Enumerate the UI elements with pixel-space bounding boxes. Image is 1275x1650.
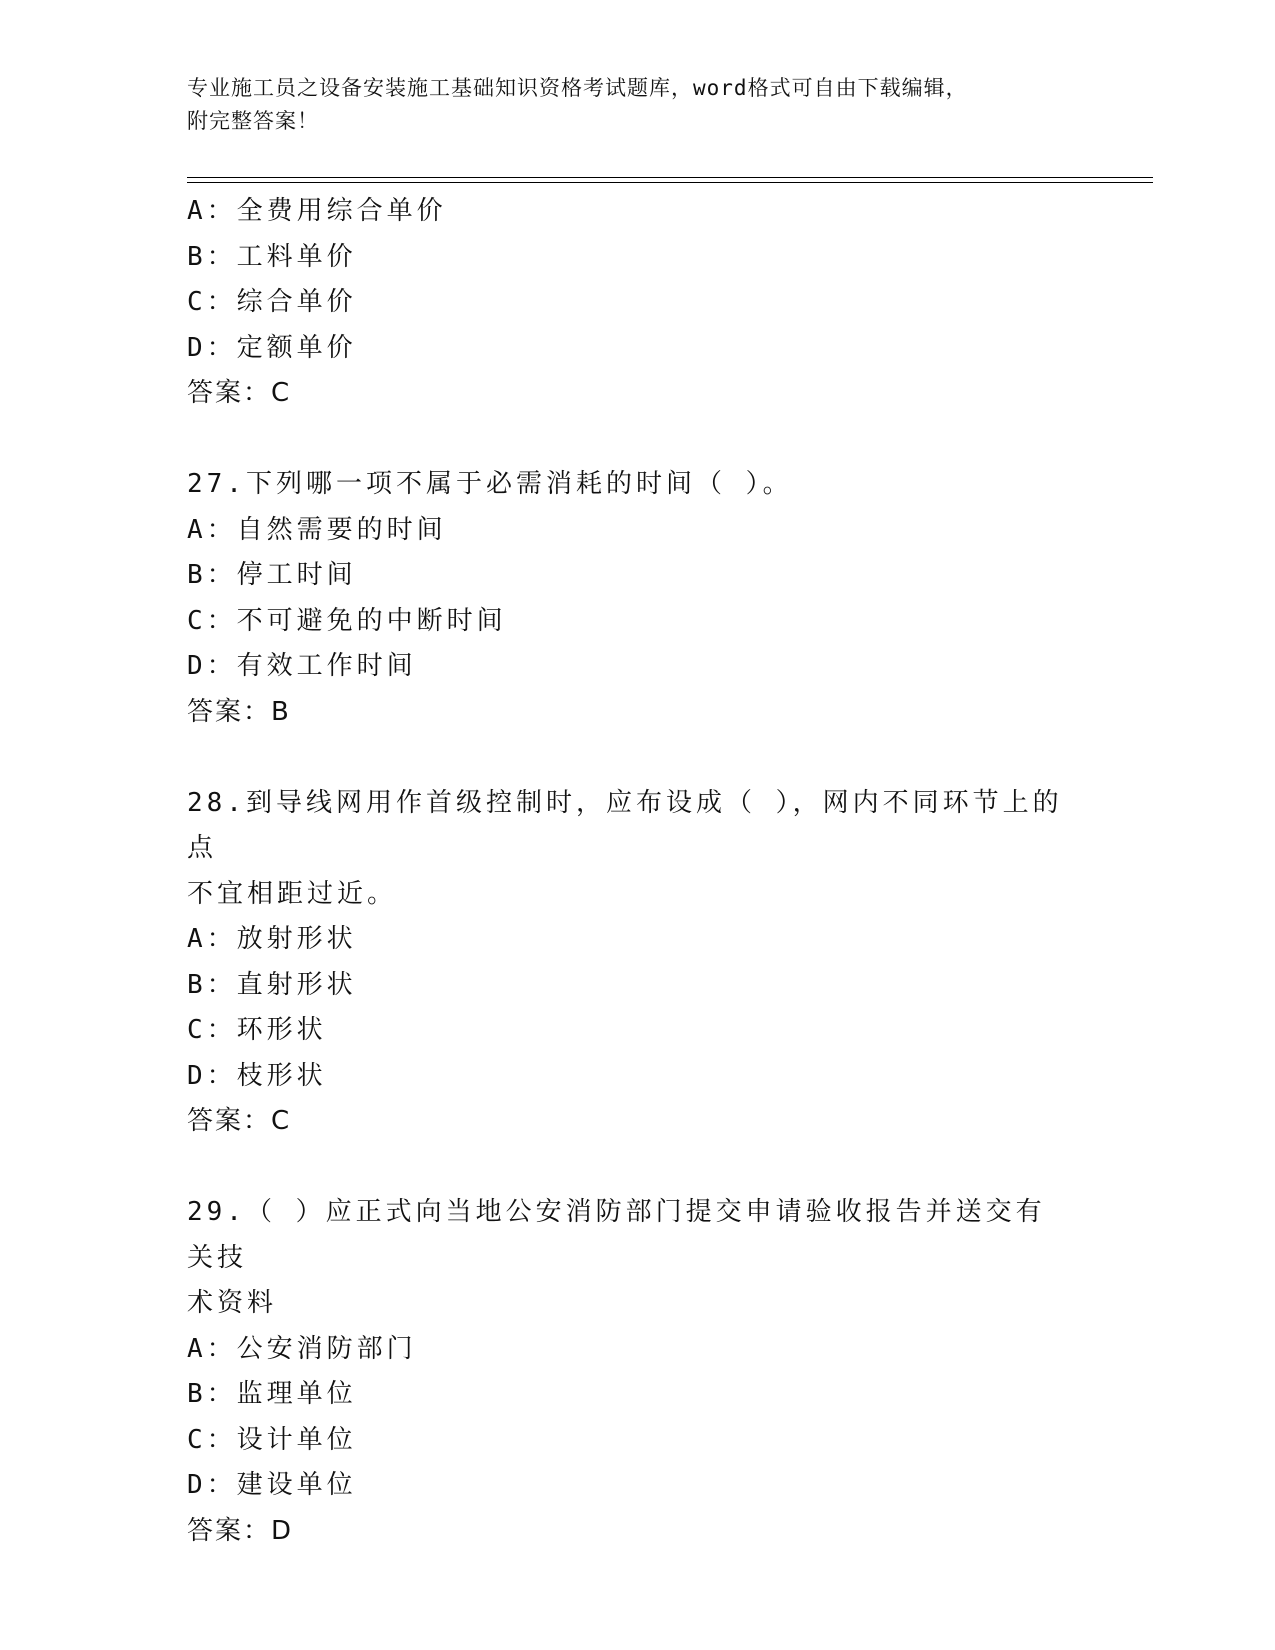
spacer [187,1145,1067,1191]
option-d: D：有效工作时间 [187,651,417,681]
question-26 [187,189,1067,417]
document-header [187,72,1067,138]
question-stem-line: 术资料 [187,1288,278,1318]
option-b: B：工料单价 [187,241,357,272]
header-line-2: 附完整答案！ [187,109,319,133]
answer: 答案：B [187,696,291,727]
option-a: A：全费用综合单价 [187,196,447,226]
option-c: C：设计单位 [187,1424,357,1455]
question-list [187,189,1067,1554]
option-a: A：公安消防部门 [187,1333,417,1364]
option-c: C：不可避免的中断时间 [187,605,507,636]
option-d: D：定额单价 [187,332,357,363]
option-b: B：直射形状 [187,969,357,1000]
answer: 答案：C [187,1106,292,1136]
question-28 [187,781,1067,1145]
header-line-1: 专业施工员之设备安装施工基础知识资格考试题库，word格式可自由下载编辑， [187,76,968,100]
header-rule-top [187,177,1153,178]
question-29 [187,1190,1067,1554]
answer: 答案：D [187,1515,294,1546]
header-rule-bottom [187,182,1153,183]
answer: 答案：C [187,378,292,408]
option-c: C：环形状 [187,1015,327,1045]
question-stem-line: 27.下列哪一项不属于必需消耗的时间（ ）。 [187,469,793,499]
question-27 [187,462,1067,735]
option-a: A：放射形状 [187,924,357,954]
option-c: C：综合单价 [187,287,357,317]
option-d: D：枝形状 [187,1060,327,1091]
question-stem-line: 不宜相距过近。 [187,878,398,909]
option-b: B：监理单位 [187,1379,357,1409]
option-d: D：建设单位 [187,1470,357,1500]
spacer [187,735,1067,781]
question-stem-line: 29.（ ）应正式向当地公安消防部门提交申请验收报告并送交有关技 [187,1197,1046,1273]
question-stem-line: 28.到导线网用作首级控制时，应布设成（ ），网内不同环节上的点 [187,787,1063,863]
option-b: B：停工时间 [187,560,357,590]
spacer [187,417,1067,463]
option-a: A：自然需要的时间 [187,514,447,545]
